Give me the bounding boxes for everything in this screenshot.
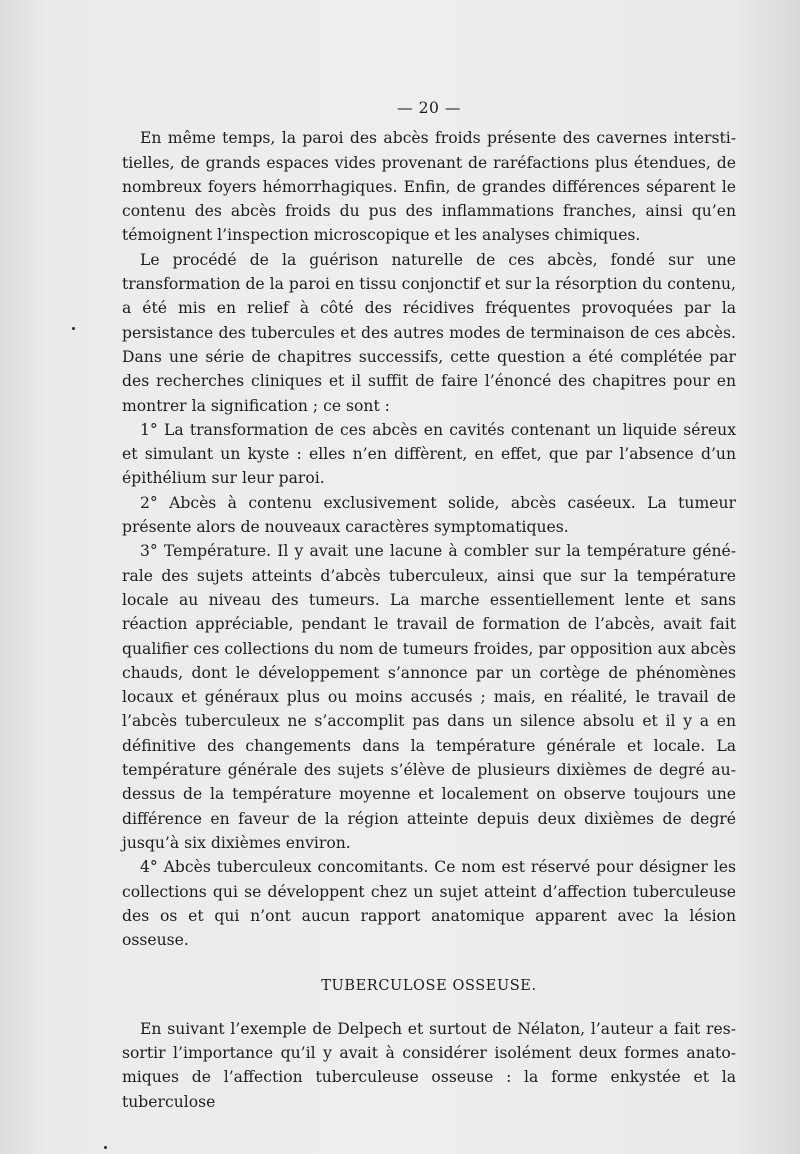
scan-speck (72, 327, 75, 330)
section-heading: TUBERCULOSE OSSEUSE. (321, 978, 537, 995)
paragraph-tuberculose-osseuse: En suivant l’exemple de Delpech et surtout de Nélaton, l’auteur a fait ressortir l’importance qu’il y avait à considérer isolément deux formes anatomiques de l’affection tuberculeuse osseuse : la forme enkystée et la tuberculose (122, 1019, 736, 1111)
paragraph-item-3: 3° Température. Il y avait une lacune à combler sur la température générale des sujets atteints d’abcès tuberculeux, ainsi que sur la température locale au niveau des tumeurs. La marche essentiellement lente et sans réaction appréciable, pendant le travail de formation de l’abcès, avait fait qualifier ces collections du nom de tumeurs froides, par opposition aux abcès chauds, dont le développement s’annonce par un cortège de phénomènes locaux et généraux plus ou moins accusés ; mais, en réalité, le travail de l’abcès tuberculeux ne s’accomplit pas dans un silence absolu et il y a en définitive des changements dans la température générale et locale. La température générale des sujets s’élève de plusieurs dixièmes de degré au-dessus de la température moyenne et localement on observe toujours une différence en faveur de la région atteinte depuis deux dixièmes de degré jusqu’à six dixièmes environ. (122, 542, 736, 852)
paragraph-cavernes: En même temps, la paroi des abcès froids présente des cavernes interstitielles, de grands espaces vides provenant de raréfactions plus étendues, de nombreux foyers hémorrhagiques. Enfin, de grandes différences séparent le contenu des abcès froids du pus des inflammations franches, ainsi qu’en témoignent l’inspection microscopique et les analyses chimiques. (122, 129, 736, 245)
scan-speck (104, 1146, 107, 1149)
paragraph-item-1: 1° La transformation de ces abcès en cavités contenant un liquide séreux et simulant un kyste : elles n’en diffèrent, en effet, que par l’absence d’un épithélium sur leur paroi. (122, 420, 736, 488)
paragraph-item-4: 4° Abcès tuberculeux concomitants. Ce nom est réservé pour désigner les collections qui se développent chez un sujet atteint d’affection tuberculeuse des os et qui n’ont aucun rapport anatomique apparent avec la lésion osseuse. (122, 858, 736, 950)
paragraph-item-2: 2° Abcès à contenu exclusivement solide, abcès caséeux. La tumeur présente alors de nouveaux caractères symptomatiques. (122, 493, 736, 537)
page-number: — 20 — (397, 99, 461, 117)
page-text-block (122, 96, 736, 1114)
paragraph-guerison: Le procédé de la guérison naturelle de ces abcès, fondé sur une transformation de la paroi en tissu conjonctif et sur la résorption du contenu, a été mis en relief à côté des récidives fréquentes provoquées par la persistance des tubercules et des autres modes de terminaison de ces abcès. Dans une série de chapitres successifs, cette question a été complétée par des recherches cliniques et il suffit de faire l’énoncé des chapitres pour en montrer la signification ; ce sont : (122, 250, 736, 415)
